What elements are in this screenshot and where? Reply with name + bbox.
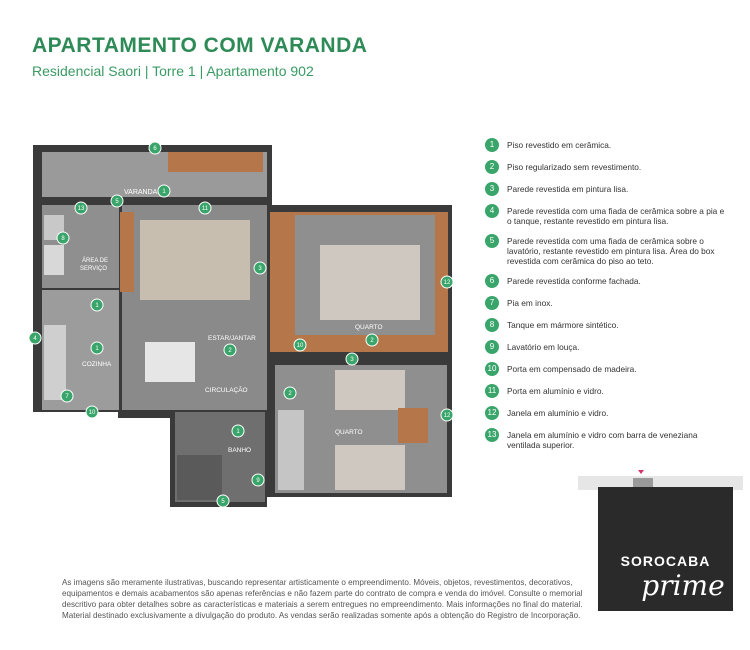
desk	[398, 408, 428, 443]
legend-item	[485, 340, 725, 352]
label-banho: BANHO	[228, 447, 252, 454]
marker-label: 8	[61, 236, 65, 242]
marker-label: 1	[162, 189, 166, 195]
legend-item	[485, 384, 725, 396]
washer	[44, 245, 64, 275]
kitchen-counter	[44, 325, 66, 400]
legend-item	[485, 138, 725, 150]
legend-number: 11	[485, 384, 499, 398]
marker-label: 10	[88, 410, 96, 416]
legend-text: Parede revestida conforme fachada.	[507, 276, 641, 286]
legend-text: Janela em alumínio e vidro.	[507, 408, 609, 418]
legend-item	[485, 296, 725, 308]
marker-label: 4	[33, 336, 37, 342]
legend-number: 8	[485, 318, 499, 332]
legend-number: 5	[485, 234, 499, 248]
marker-label: 12	[443, 280, 451, 286]
marker-label: 12	[443, 413, 451, 419]
legend-number: 9	[485, 340, 499, 354]
label-area-servico-1: ÁREA DE	[82, 258, 109, 264]
legend-number: 12	[485, 406, 499, 420]
page-subtitle: Residencial Saori | Torre 1 | Apartamento 902	[32, 63, 314, 79]
legend-number: 4	[485, 204, 499, 218]
bed-2b	[335, 445, 405, 490]
legend-text: Piso regularizado sem revestimento.	[507, 162, 642, 172]
marker-label: 9	[256, 478, 260, 484]
tv-panel	[120, 212, 134, 292]
marker-label: 3	[258, 266, 262, 272]
legend-item	[485, 160, 725, 172]
legend-text: Pia em inox.	[507, 298, 553, 308]
marker-label: 13	[77, 206, 85, 212]
legend-text: Tanque em mármore sintético.	[507, 320, 619, 330]
marker-label: 2	[288, 391, 292, 397]
label-estar-jantar: ESTAR/JANTAR	[208, 335, 256, 342]
brand-logo	[578, 470, 743, 620]
legend-list	[485, 138, 725, 450]
legend-text: Lavatório em louça.	[507, 342, 580, 352]
marker-label: 1	[236, 429, 240, 435]
bed-2a	[335, 370, 405, 410]
legend-text: Porta em compensado de madeira.	[507, 364, 637, 374]
legend-number: 3	[485, 182, 499, 196]
brand-name: SOROCABA	[620, 553, 711, 569]
marker-label: 1	[95, 303, 99, 309]
legend-item	[485, 318, 725, 330]
legend-number: 6	[485, 274, 499, 288]
legend-item	[485, 406, 725, 418]
legend-number: 2	[485, 160, 499, 174]
legend-item	[485, 234, 725, 266]
label-circulacao: CIRCULAÇÃO	[205, 387, 248, 394]
legend-text: Janela em alumínio e vidro com barra de veneziana ventilada superior.	[507, 430, 698, 450]
marker-label: 7	[65, 394, 69, 400]
bed-1	[320, 245, 420, 320]
marker-label: 3	[350, 357, 354, 363]
varanda-deck	[168, 152, 263, 172]
marker-label: 10	[296, 343, 304, 349]
shower-box	[177, 455, 222, 500]
legend-text: Piso revestido em cerâmica.	[507, 140, 612, 150]
label-area-servico-2: SERVIÇO	[80, 266, 107, 272]
marker-label: 6	[153, 146, 157, 152]
legend-number: 7	[485, 296, 499, 310]
brand-script: prime	[641, 569, 725, 602]
legend-number: 13	[485, 428, 499, 442]
legend-number: 1	[485, 138, 499, 152]
marker-label: 1	[95, 346, 99, 352]
label-varanda: VARANDA	[124, 189, 158, 196]
marker-label: 2	[370, 338, 374, 344]
label-quarto-2: QUARTO	[335, 429, 363, 436]
legend-number: 10	[485, 362, 499, 376]
legend-text: Parede revestida com uma fiada de cerâmica sobre a pia e o tanque, restante revestido em pintura lisa.	[507, 206, 725, 226]
legend-item	[485, 274, 725, 286]
marker-label: 11	[201, 206, 209, 212]
label-cozinha: COZINHA	[82, 361, 112, 368]
marker-label: 5	[115, 199, 119, 205]
legend-item	[485, 362, 725, 374]
wardrobe	[278, 410, 304, 490]
sofa	[140, 220, 250, 300]
legend-item	[485, 428, 725, 450]
dining-table	[145, 342, 195, 382]
legend-text: Parede revestida com uma fiada de cerâmica sobre o lavatório, restante revestido em pintura lisa. Área do box revestida com cerâmica do piso ao teto.	[507, 236, 715, 266]
page-title: APARTAMENTO COM VARANDA	[32, 34, 368, 57]
brand-box	[598, 487, 733, 622]
legend-text: Parede revestida em pintura lisa.	[507, 184, 629, 194]
marker-label: 2	[228, 348, 232, 354]
marker-label: 5	[221, 499, 225, 505]
legend-item	[485, 204, 725, 226]
label-quarto-1: QUARTO	[355, 324, 383, 331]
brand-tagline: imóveis	[641, 613, 690, 622]
legend-item	[485, 182, 725, 194]
legend-text: Porta em alumínio e vidro.	[507, 386, 604, 396]
disclaimer-text: As imagens são meramente ilustrativas, buscando representar artisticamente o empreendimento. Móveis, objetos, revestimentos, decorativos, equipamentos e demais acabamentos são apenas referências e não fazem parte do contrato de compra e venda do imóvel. Consulte o memorial descritivo para obter detalhes sobre as características e materiais a serem entregues no empreendimento. Mais informações no final do material. Material destinado exclusivamente a divulgação do produto. As vendas serão realizadas somente após a obtenção do Registro de Incorporação.	[62, 578, 583, 620]
